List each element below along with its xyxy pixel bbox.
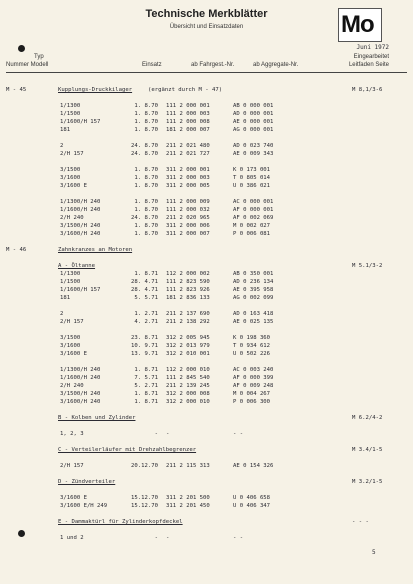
aggregate-cell: AG 0 000 001 (233, 127, 274, 133)
column-header-typ: Typ (34, 54, 44, 60)
aggregate-cell: AD 0 023 740 (233, 143, 274, 149)
fahrgestell-cell: 311 2 000 007 (166, 231, 210, 237)
fahrgestell-cell: - (166, 535, 170, 541)
model-cell: 3/1600/H 240 (60, 399, 101, 405)
blank-row (0, 486, 413, 494)
einsatz-cell: 24. 8.70 (131, 143, 158, 149)
aggregate-cell: U 0 502 226 (233, 351, 271, 357)
einsatz-cell: 1. 8.70 (134, 175, 158, 181)
aggregate-cell: P 0 006 081 (233, 231, 271, 237)
blank-row (0, 302, 413, 310)
model-cell: 2/H 157 (60, 463, 84, 469)
table-row (0, 534, 413, 542)
fahrgestell-cell: 311 2 000 005 (166, 183, 210, 189)
table-row (0, 214, 413, 222)
aggregate-cell: U 0 406 347 (233, 503, 271, 509)
einsatz-cell: 1. 8.70 (134, 111, 158, 117)
leitfaden-ref: M 8,1/3-6 (352, 87, 383, 93)
model-cell: 2/H 240 (60, 383, 84, 389)
blank-row (0, 358, 413, 366)
aggregate-cell: AC 0 003 240 (233, 367, 274, 373)
einsatz-cell: 23. 8.71 (131, 335, 158, 341)
model-cell: 1/1600/H 240 (60, 207, 101, 213)
table-row (0, 230, 413, 238)
einsatz-cell: - (154, 431, 158, 437)
subsection-title: B - Kolben und Zylinder (58, 415, 136, 421)
leitfaden-ref: M 3.4/1-5 (352, 447, 383, 453)
table-row (0, 222, 413, 230)
table-row (0, 206, 413, 214)
table-row (0, 342, 413, 350)
einsatz-cell: 1. 8.70 (134, 103, 158, 109)
fahrgestell-cell: - (166, 431, 170, 437)
model-cell: 2/H 157 (60, 151, 84, 157)
einsatz-cell: 24. 8.70 (131, 151, 158, 157)
einsatz-cell: 28. 4.71 (131, 287, 158, 293)
section-title: Kupplungs-Druckkilager (58, 87, 133, 93)
einsatz-cell: 1. 8.71 (134, 399, 158, 405)
table-row (0, 294, 413, 302)
fahrgestell-cell: 112 2 000 002 (166, 271, 210, 277)
aggregate-cell: - - (233, 431, 244, 437)
fahrgestell-cell: 311 2 201 450 (166, 503, 210, 509)
table-row (0, 118, 413, 126)
fahrgestell-cell: 181 2 000 007 (166, 127, 210, 133)
leitfaden-ref: M 3.2/1-5 (352, 479, 383, 485)
fahrgestell-cell: 311 2 000 003 (166, 175, 210, 181)
blank-row (0, 94, 413, 102)
fahrgestell-cell: 211 2 115 313 (166, 463, 210, 469)
model-cell: 1/1300/H 240 (60, 199, 101, 205)
einsatz-cell: 20.12.70 (131, 463, 158, 469)
leitfaden-ref: - - - (352, 519, 369, 525)
aggregate-cell: M 0 004 267 (233, 391, 271, 397)
model-cell: 2 (60, 143, 64, 149)
einsatz-cell: 15.12.70 (131, 503, 158, 509)
model-cell: 3/1600 E (60, 183, 87, 189)
table-row (0, 430, 413, 438)
table-row (0, 494, 413, 502)
subsection-row (0, 414, 413, 422)
table-row (0, 278, 413, 286)
fahrgestell-cell: 211 2 020 965 (166, 215, 210, 221)
aggregate-cell: AE 0 025 135 (233, 319, 274, 325)
fahrgestell-cell: 111 2 000 032 (166, 207, 210, 213)
page-number: 5 (372, 549, 376, 556)
model-cell: 3/1600 E/H 249 (60, 503, 108, 509)
table-row (0, 126, 413, 134)
table-row (0, 366, 413, 374)
subsection-title: D - Zündverteiler (58, 479, 116, 485)
einsatz-cell: 5. 2.71 (134, 383, 158, 389)
blank-row (0, 454, 413, 462)
einsatz-cell: 15.12.70 (131, 495, 158, 501)
fahrgestell-cell: 111 2 000 008 (166, 119, 210, 125)
fahrgestell-cell: 111 2 823 590 (166, 279, 210, 285)
table-row (0, 398, 413, 406)
aggregate-cell: AD 0 236 134 (233, 279, 274, 285)
fahrgestell-cell: 211 2 021 480 (166, 143, 210, 149)
einsatz-cell: 1. 8.70 (134, 167, 158, 173)
einsatz-cell: 1. 8.71 (134, 391, 158, 397)
subsection-row (0, 446, 413, 454)
aggregate-cell: AD 0 163 418 (233, 311, 274, 317)
header-rule (6, 72, 407, 73)
aggregate-cell: AE 0 009 343 (233, 151, 274, 157)
punch-hole (18, 45, 25, 52)
fahrgestell-cell: 312 2 000 008 (166, 391, 210, 397)
aggregate-cell: AB 0 350 001 (233, 271, 274, 277)
table-row (0, 102, 413, 110)
table-row (0, 142, 413, 150)
einsatz-cell: - (154, 535, 158, 541)
table-row (0, 174, 413, 182)
model-cell: 1 und 2 (60, 535, 84, 541)
fahrgestell-cell: 312 2 000 010 (166, 399, 210, 405)
model-cell: 3/1500/H 240 (60, 223, 101, 229)
blank-row (0, 406, 413, 414)
aggregate-cell: M 0 002 027 (233, 223, 271, 229)
fahrgestell-cell: 312 2 013 979 (166, 343, 210, 349)
table-row (0, 374, 413, 382)
fahrgestell-cell: 112 2 000 010 (166, 367, 210, 373)
section-row (0, 86, 413, 94)
blank-row (0, 510, 413, 518)
aggregate-cell: AE 0 395 958 (233, 287, 274, 293)
aggregate-cell: T 0 805 014 (233, 175, 271, 181)
aggregate-cell: T 0 934 612 (233, 343, 271, 349)
model-cell: 2/H 240 (60, 215, 84, 221)
blank-row (0, 470, 413, 478)
section-title: Zahnkranzes an Motoren (58, 247, 133, 253)
einsatz-cell: 13. 9.71 (131, 351, 158, 357)
blank-row (0, 134, 413, 142)
blank-row (0, 438, 413, 446)
model-cell: 1, 2, 3 (60, 431, 84, 437)
fahrgestell-cell: 311 2 000 001 (166, 167, 210, 173)
table-row (0, 286, 413, 294)
einsatz-cell: 28. 4.71 (131, 279, 158, 285)
section-note: (ergänzt durch M - 47) (148, 87, 223, 93)
fahrgestell-cell: 111 2 845 540 (166, 375, 210, 381)
model-cell: 3/1500 (60, 167, 81, 173)
einsatz-cell: 24. 8.70 (131, 215, 158, 221)
aggregate-cell: AG 0 002 099 (233, 295, 274, 301)
column-header-nummer-modell: Nummer Modell (6, 62, 49, 68)
einsatz-cell: 10. 9.71 (131, 343, 158, 349)
model-cell: 181 (60, 295, 71, 301)
fahrgestell-cell: 211 2 137 690 (166, 311, 210, 317)
fahrgestell-cell: 312 2 005 945 (166, 335, 210, 341)
document-title: Technische Merkblätter (145, 8, 268, 20)
einsatz-cell: 1. 8.70 (134, 231, 158, 237)
model-cell: 3/1500/H 240 (60, 391, 101, 397)
einsatz-cell: 1. 8.70 (134, 207, 158, 213)
table-row (0, 382, 413, 390)
table-row (0, 318, 413, 326)
section-number: M - 46 (6, 247, 27, 253)
subsection-title: C - Verteilerläufer mit Drehzahlbegrenzer (58, 447, 197, 453)
einsatz-cell: 1. 8.71 (134, 367, 158, 373)
model-cell: 3/1600/H 240 (60, 231, 101, 237)
table-row (0, 390, 413, 398)
model-cell: 2/H 157 (60, 319, 84, 325)
aggregate-cell: U 0 386 021 (233, 183, 271, 189)
table-row (0, 182, 413, 190)
table-row (0, 310, 413, 318)
aggregate-cell: AF 0 009 248 (233, 383, 274, 389)
aggregate-cell: AE 0 000 001 (233, 119, 274, 125)
blank-row (0, 254, 413, 262)
blank-row (0, 190, 413, 198)
section-row (0, 246, 413, 254)
einsatz-cell: 1. 8.70 (134, 199, 158, 205)
aggregate-cell: AF 0 002 069 (233, 215, 274, 221)
einsatz-cell: 1. 2.71 (134, 311, 158, 317)
einsatz-cell: 1. 8.70 (134, 223, 158, 229)
leitfaden-ref: M 6.2/4-2 (352, 415, 383, 421)
fahrgestell-cell: 211 2 138 292 (166, 319, 210, 325)
aggregate-cell: AE 0 154 326 (233, 463, 274, 469)
aggregate-cell: AD 0 000 001 (233, 111, 274, 117)
einsatz-cell: 1. 8.70 (134, 183, 158, 189)
model-cell: 1/1300/H 240 (60, 367, 101, 373)
document-subtitle: Übersicht und Einsatzdaten (169, 24, 244, 30)
aggregate-cell: P 0 006 300 (233, 399, 271, 405)
einsatz-cell: 4. 2.71 (134, 319, 158, 325)
einsatz-cell: 1. 8.70 (134, 119, 158, 125)
fahrgestell-cell: 311 2 201 500 (166, 495, 210, 501)
subsection-title: A - Öltanne (58, 263, 96, 269)
aggregate-cell: - - (233, 535, 244, 541)
table-row (0, 198, 413, 206)
column-header-fahrgestell: ab Fahrgest.-Nr. (191, 62, 235, 68)
blank-row (0, 158, 413, 166)
blank-row (0, 422, 413, 430)
einsatz-cell: 1. 8.70 (134, 127, 158, 133)
table-row (0, 350, 413, 358)
table-row (0, 462, 413, 470)
fahrgestell-cell: 111 2 000 003 (166, 111, 210, 117)
einsatz-cell: 5. 5.71 (134, 295, 158, 301)
fahrgestell-cell: 211 2 021 727 (166, 151, 210, 157)
table-row (0, 270, 413, 278)
aggregate-cell: AF 0 000 399 (233, 375, 274, 381)
fahrgestell-cell: 211 2 139 245 (166, 383, 210, 389)
blank-row (0, 326, 413, 334)
model-cell: 3/1600 (60, 175, 81, 181)
blank-row (0, 238, 413, 246)
model-cell: 1/1500 (60, 111, 81, 117)
table-row (0, 502, 413, 510)
subsection-row (0, 518, 413, 526)
einsatz-cell: 1. 8.71 (134, 271, 158, 277)
model-cell: 1/1600/H 157 (60, 119, 101, 125)
aggregate-cell: AC 0 000 001 (233, 199, 274, 205)
aggregate-cell: AB 0 000 001 (233, 103, 274, 109)
aggregate-cell: U 0 406 658 (233, 495, 271, 501)
blank-row (0, 526, 413, 534)
table-row (0, 110, 413, 118)
section-badge: Mo (338, 8, 382, 42)
document-date: Juni 1972 (356, 44, 389, 51)
fahrgestell-cell: 111 2 823 926 (166, 287, 210, 293)
column-header-eingearbeitet: Eingearbeitet (353, 54, 389, 60)
model-cell: 1/1300 (60, 103, 81, 109)
einsatz-cell: 7. 5.71 (134, 375, 158, 381)
column-header-aggregate: ab Aggregate-Nr. (253, 62, 299, 68)
subsection-title: E - Dammaktürl für Zylinderkopfdeckel (58, 519, 183, 525)
model-cell: 3/1600 (60, 343, 81, 349)
model-cell: 1/1600/H 240 (60, 375, 101, 381)
fahrgestell-cell: 311 2 000 006 (166, 223, 210, 229)
model-cell: 1/1500 (60, 279, 81, 285)
table-row (0, 334, 413, 342)
model-cell: 3/1600 E (60, 495, 87, 501)
column-header-leitfaden: Leitfaden Seite (348, 62, 389, 68)
fahrgestell-cell: 312 2 010 001 (166, 351, 210, 357)
aggregate-cell: AF 0 000 001 (233, 207, 274, 213)
fahrgestell-cell: 181 2 836 133 (166, 295, 210, 301)
model-cell: 2 (60, 311, 64, 317)
fahrgestell-cell: 111 2 000 001 (166, 103, 210, 109)
aggregate-cell: K 0 198 360 (233, 335, 271, 341)
model-cell: 3/1600 E (60, 351, 87, 357)
fahrgestell-cell: 111 2 000 009 (166, 199, 210, 205)
subsection-row (0, 262, 413, 270)
model-cell: 1/1300 (60, 271, 81, 277)
aggregate-cell: K 0 173 001 (233, 167, 271, 173)
model-cell: 181 (60, 127, 71, 133)
table-row (0, 166, 413, 174)
section-number: M - 45 (6, 87, 27, 93)
subsection-row (0, 478, 413, 486)
table-row (0, 150, 413, 158)
model-cell: 1/1600/H 157 (60, 287, 101, 293)
leitfaden-ref: M 5.1/3-2 (352, 263, 383, 269)
model-cell: 3/1500 (60, 335, 81, 341)
column-header-einsatz: Einsatz (142, 62, 162, 68)
